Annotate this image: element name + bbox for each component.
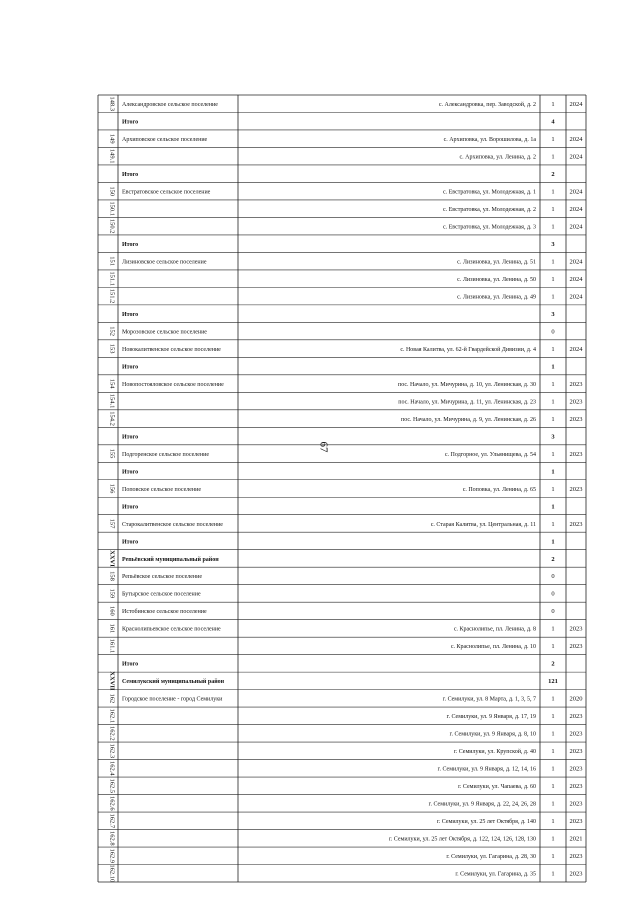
- count: 1: [551, 415, 555, 423]
- settlement-name: Александровское сельское поселение: [122, 102, 218, 109]
- address: г. Семилуки, ул. Гагарина, д. 35: [455, 871, 536, 878]
- count: 1: [551, 625, 555, 633]
- year: 2023: [569, 625, 583, 633]
- count: 1: [551, 398, 555, 406]
- address: с. Краснолипье, пл. Ленина, д. 10: [450, 644, 536, 651]
- address: г. Семилуки, ул. Гагарина, д. 28, 30: [446, 854, 536, 861]
- count: 0: [551, 328, 555, 336]
- settlement-name: Старокалитвенское сельское поселение: [122, 521, 223, 528]
- row-number: 162.7: [108, 813, 116, 829]
- count: 4: [551, 118, 555, 126]
- count: 0: [551, 590, 555, 598]
- row-number: 150.1: [108, 201, 116, 216]
- count: 0: [551, 608, 555, 616]
- settlement-name: Краснолипьевское сельское поселение: [122, 626, 221, 633]
- year: 2023: [569, 748, 583, 756]
- year: 2023: [569, 520, 583, 528]
- address: с. Старая Калитва, ул. Центральная, д. 11: [430, 521, 536, 528]
- settlement-name: Итого: [122, 469, 139, 476]
- count: 121: [548, 678, 558, 686]
- settlement-name: Итого: [122, 172, 139, 178]
- row-number: 148.3: [108, 96, 116, 112]
- count: 1: [551, 293, 555, 301]
- settlement-name: Итого: [122, 504, 139, 511]
- row-number: 162.4: [108, 761, 116, 776]
- settlement-name: Итого: [122, 311, 139, 318]
- year: 2023: [569, 643, 583, 651]
- address: с. Лизиновка, ул. Ленина, д. 51: [457, 259, 536, 266]
- year: 2024: [569, 188, 583, 196]
- settlement-name: Семилукский муниципальный район: [122, 679, 225, 686]
- settlement-name: Новопостояловское сельское поселение: [122, 381, 224, 388]
- year: 2024: [569, 205, 583, 213]
- row-number: 149.1: [108, 148, 116, 164]
- address: с. Новая Калитва, ул. 62-й Гвардейской Дивизии, д. 4: [400, 346, 536, 353]
- count: 1: [551, 380, 555, 388]
- year: 2024: [569, 258, 583, 266]
- address: пос. Начало, ул. Мичурина, д. 10, ул. Ленинская, д. 30: [398, 381, 536, 388]
- settlement-name: Репьёвский муниципальный район: [122, 556, 219, 563]
- row-number: 154: [108, 378, 116, 389]
- settlement-name: Морозовское сельское поселение: [122, 329, 207, 336]
- year: 2023: [569, 485, 583, 493]
- address: г. Семилуки, ул. 9 Января, д. 17, 19: [446, 714, 536, 721]
- settlement-name: Истобинское сельское поселение: [122, 609, 207, 616]
- count: 1: [551, 783, 555, 791]
- count: 1: [551, 730, 555, 738]
- row-number: 153: [108, 343, 116, 354]
- year: 2024: [569, 293, 583, 301]
- count: 1: [551, 363, 555, 371]
- address: с. Александровка, пер. Заводской, д. 2: [438, 102, 536, 109]
- year: 2024: [569, 101, 583, 109]
- row-number: 149: [108, 133, 116, 144]
- row-number: XXVII: [108, 671, 116, 691]
- row-number: 154.2: [108, 411, 116, 426]
- count: 1: [551, 223, 555, 231]
- year: 2023: [569, 713, 583, 721]
- row-number: 151.1: [108, 271, 116, 286]
- settlement-name: Подгоренское сельское поселение: [122, 451, 210, 458]
- year: 2024: [569, 153, 583, 161]
- count: 1: [551, 818, 555, 826]
- address: пос. Начало, ул. Мичурина, д. 11, ул. Ленинская, д. 23: [398, 399, 536, 406]
- row-number: 162: [108, 693, 116, 704]
- address: г. Семилуки, ул. Крупской, д. 40: [453, 749, 536, 756]
- row-number: 160: [108, 606, 116, 616]
- count: 3: [551, 310, 555, 318]
- count: 1: [551, 695, 555, 703]
- year: 2024: [569, 345, 583, 353]
- address: г. Семилуки, ул. 25 лет Октября, д. 122, 124, 126, 128, 130: [389, 836, 536, 843]
- row-number: 158: [108, 571, 116, 581]
- row-number: 162.5: [108, 778, 116, 794]
- count: 1: [551, 258, 555, 266]
- row-number: 152: [108, 326, 116, 336]
- row-number: 161: [108, 623, 116, 634]
- settlement-name: Репьёвское сельское поселение: [122, 574, 202, 581]
- count: 1: [551, 538, 555, 546]
- year: 2024: [569, 223, 583, 231]
- settlement-name: Новокалитвенское сельское поселение: [122, 346, 221, 353]
- address: г. Семилуки, ул. 9 Января, д. 12, 14, 16: [437, 766, 536, 773]
- year: 2023: [569, 870, 583, 878]
- row-number: 162.1: [108, 708, 116, 724]
- count: 1: [551, 835, 555, 843]
- count: 1: [551, 870, 555, 878]
- address: с. Подгорное, ул. Ульянищева, д. 54: [444, 451, 536, 458]
- count: 1: [551, 520, 555, 528]
- year: 2023: [569, 730, 583, 738]
- year: 2020: [569, 695, 583, 703]
- settlement-name: Архиповское сельское поселение: [122, 137, 208, 144]
- year: 2023: [569, 783, 583, 791]
- address: г. Семилуки, ул. 8 Марта, д. 1, 3, 5, 7: [442, 696, 536, 703]
- count: 3: [551, 433, 555, 441]
- row-number: 162.3: [108, 743, 116, 759]
- page-number: 67: [317, 441, 330, 453]
- count: 1: [551, 853, 555, 861]
- row-number: 159: [108, 588, 116, 599]
- count: 1: [551, 153, 555, 161]
- row-number: 162.8: [108, 830, 116, 846]
- row-number: 157: [108, 518, 116, 529]
- address: пос. Начало, ул. Мичурина, д. 9, ул. Ленинская, д. 26: [401, 416, 536, 423]
- year: 2024: [569, 136, 583, 144]
- count: 3: [551, 240, 555, 248]
- address: с. Архиповка, ул. Ворошилова, д. 1а: [443, 137, 536, 144]
- count: 1: [551, 101, 555, 109]
- address: с. Евстратовка, ул. Молодежная, д. 3: [442, 224, 536, 231]
- address: с. Поповка, ул. Ленина, д. 65: [462, 486, 536, 493]
- count: 1: [551, 468, 555, 476]
- count: 0: [551, 573, 555, 581]
- count: 1: [551, 188, 555, 196]
- settlement-name: Бутырское сельское поселение: [122, 591, 201, 598]
- row-number: 150.2: [108, 218, 116, 234]
- year: 2023: [569, 398, 583, 406]
- row-number: 162.6: [108, 795, 116, 811]
- year: 2024: [569, 275, 583, 283]
- year: 2023: [569, 415, 583, 423]
- settlement-name: Лизиновское сельское поселение: [122, 259, 207, 266]
- settlement-name: Евстратовское сельское поселение: [122, 189, 211, 196]
- count: 1: [551, 713, 555, 721]
- address: с. Архиповка, ул. Ленина, д. 2: [459, 154, 536, 161]
- count: 1: [551, 765, 555, 773]
- year: 2023: [569, 853, 583, 861]
- settlement-name: Городское поселение - город Семилуки: [122, 696, 223, 703]
- year: 2023: [569, 765, 583, 773]
- address: г. Семилуки, ул. 9 Января, д. 8, 10: [449, 731, 536, 738]
- row-number: 155: [108, 448, 116, 459]
- settlement-name: Поповское сельское поселение: [122, 486, 201, 493]
- table-grid: [98, 95, 586, 882]
- address: г. Семилуки, ул. 9 Января, д. 22, 24, 26, 28: [428, 801, 536, 808]
- count: 1: [551, 275, 555, 283]
- settlement-name: Итого: [122, 364, 139, 371]
- address: с. Евстратовка, ул. Молодежная, д. 1: [442, 189, 536, 196]
- row-number: 154.1: [108, 393, 116, 409]
- year: 2023: [569, 380, 583, 388]
- count: 1: [551, 503, 555, 511]
- row-number: 162.9: [108, 848, 116, 864]
- year: 2021: [569, 835, 583, 843]
- row-number: 150: [108, 186, 116, 197]
- address: с. Евстратовка, ул. Молодежная, д. 2: [442, 206, 536, 213]
- count: 1: [551, 205, 555, 213]
- count: 2: [551, 171, 555, 178]
- address: г. Семилуки, ул. Чапаева, д. 60: [458, 784, 536, 791]
- address: с. Краснолипье, пл. Ленина, д. 8: [453, 626, 536, 633]
- row-number: 151.2: [108, 288, 116, 304]
- row-number: 156: [108, 483, 116, 494]
- year: 2023: [569, 818, 583, 826]
- count: 1: [551, 748, 555, 756]
- count: 1: [551, 800, 555, 808]
- settlement-name: Итого: [122, 539, 139, 546]
- row-number: 151: [108, 256, 116, 267]
- settlement-name: Итого: [122, 119, 139, 126]
- settlement-name: Итого: [122, 661, 139, 668]
- count: 1: [551, 136, 555, 144]
- address: с. Лизиновка, ул. Ленина, д. 49: [457, 294, 536, 301]
- row-number: 162.2: [108, 726, 116, 741]
- count: 1: [551, 450, 555, 458]
- year: 2023: [569, 800, 583, 808]
- count: 1: [551, 485, 555, 493]
- settlement-name: Итого: [122, 434, 139, 441]
- row-number: 161.1: [108, 638, 116, 654]
- count: 1: [551, 643, 555, 651]
- count: 1: [551, 345, 555, 353]
- address: с. Лизиновка, ул. Ленина, д. 50: [457, 276, 536, 283]
- row-number: XXVI: [108, 550, 116, 567]
- settlement-name: Итого: [122, 241, 139, 248]
- address: г. Семилуки, ул. 25 лет Октября, д. 140: [437, 819, 536, 826]
- count: 2: [551, 660, 555, 668]
- year: 2023: [569, 450, 583, 458]
- count: 2: [551, 555, 555, 563]
- row-number: 162.10: [108, 864, 116, 883]
